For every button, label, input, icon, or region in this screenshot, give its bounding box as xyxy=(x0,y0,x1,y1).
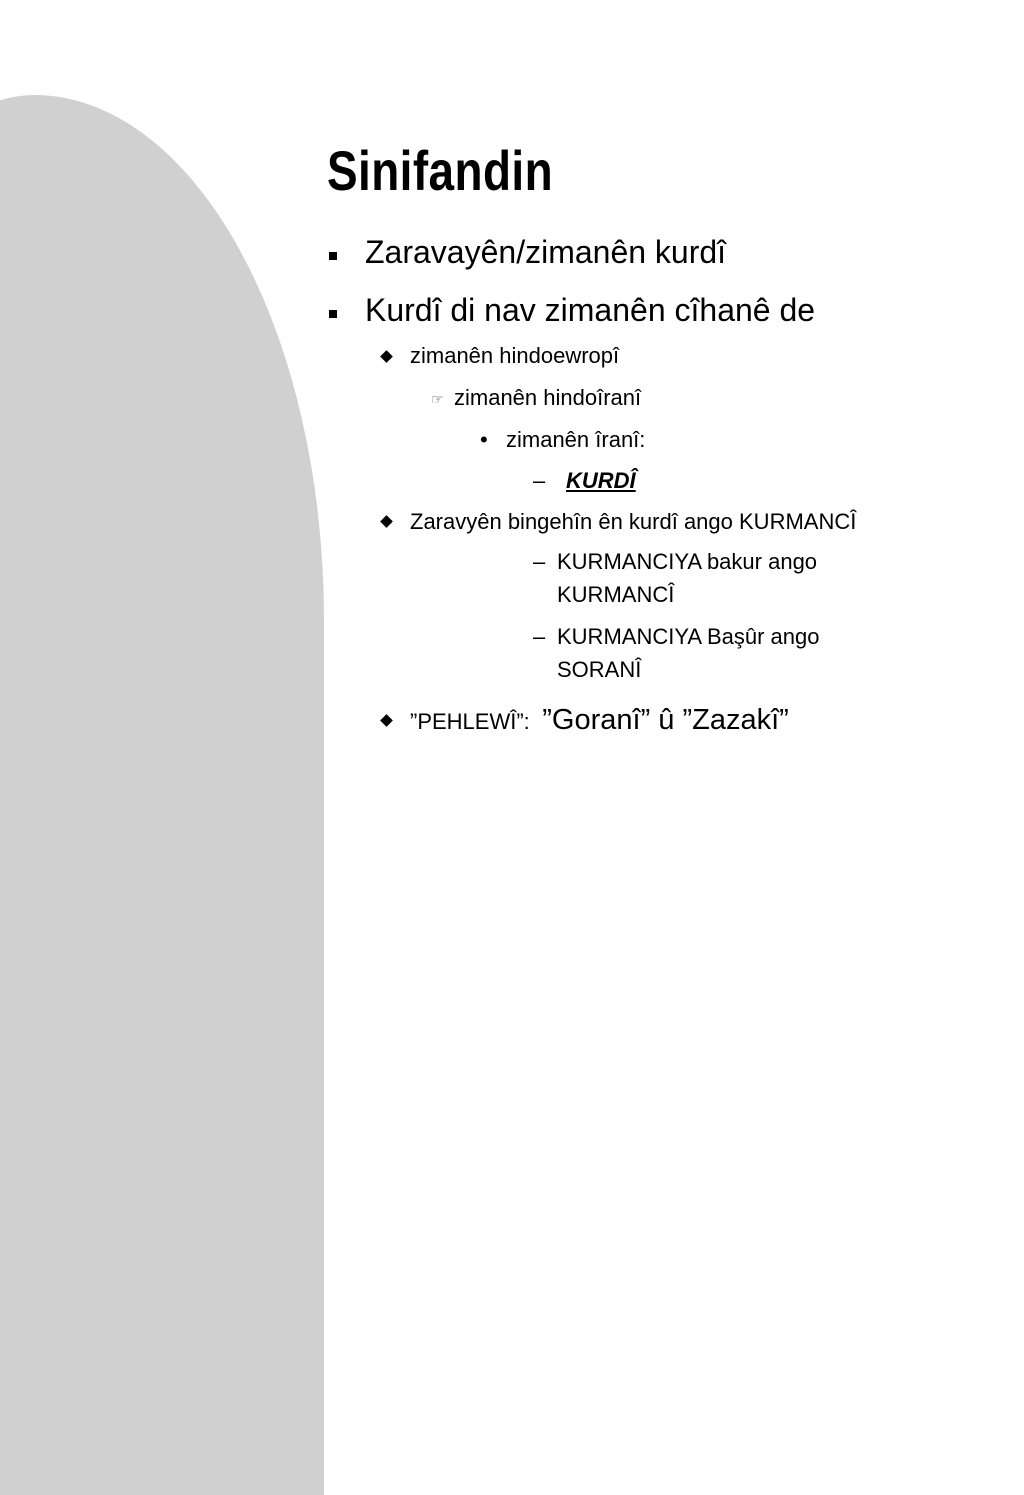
bullet-text-line1: KURMANCIYA Başûr ango xyxy=(557,624,820,649)
bullet-text: Zaravyên bingehîn ên kurdî ango KURMANCÎ xyxy=(410,509,857,534)
slide-title: Sinifandin xyxy=(327,139,554,202)
dash-bullet-icon: – xyxy=(533,468,546,493)
background-arc-shape xyxy=(0,95,324,1495)
bullet-text: zimanên hindoîranî xyxy=(454,385,642,410)
bullet-text-line1: KURMANCIYA bakur ango xyxy=(557,549,818,574)
bullet-text-line2: SORANÎ xyxy=(557,657,642,682)
dash-bullet-icon: – xyxy=(533,624,546,649)
bullet-text xyxy=(410,702,789,743)
diamond-bullet-icon xyxy=(380,515,393,528)
square-bullet-icon xyxy=(329,252,337,260)
diamond-bullet-icon xyxy=(380,714,393,727)
dash-bullet-icon: – xyxy=(533,549,546,574)
bullet-text: zimanên hindoewropî xyxy=(410,343,620,368)
pointing-hand-icon: ☞ xyxy=(431,391,444,407)
square-bullet-icon xyxy=(329,310,337,318)
diamond-bullet-icon xyxy=(380,350,393,363)
bullet-text: Zaravayên/zimanên kurdî xyxy=(365,234,727,270)
pehlewi-label: ”PEHLEWÎ”: xyxy=(410,709,530,734)
bullet-text: Kurdî di nav zimanên cîhanê de xyxy=(365,292,816,328)
bullet-text-line2: KURMANCÎ xyxy=(557,582,675,607)
kurdi-emphasis: KURDÎ xyxy=(566,468,636,493)
gorani-zazaki-label: ”Goranî” û ”Zazakî” xyxy=(542,704,789,736)
bullet-text: zimanên îranî: xyxy=(506,427,646,452)
dot-bullet-icon: • xyxy=(480,427,488,452)
